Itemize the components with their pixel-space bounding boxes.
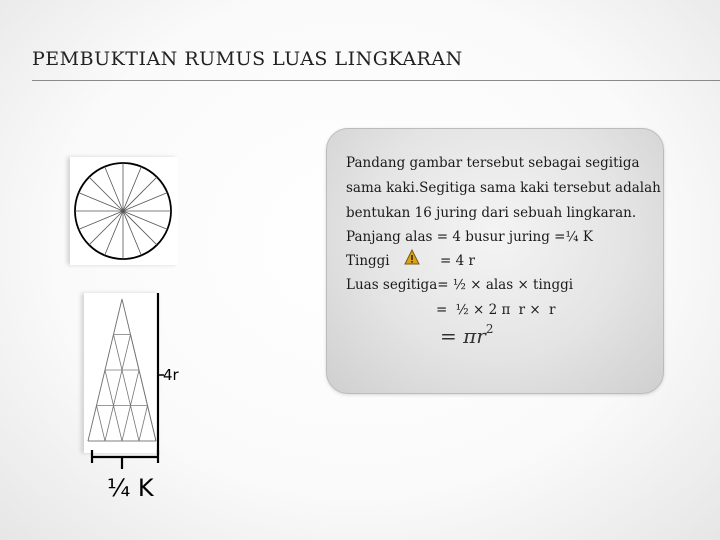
circle-figure <box>70 157 178 265</box>
height-label: 4r <box>163 366 179 384</box>
callout-line-4: Panjang alas = 4 busur juring =¼ K <box>346 229 593 245</box>
callout-line-1: Pandang gambar tersebut sebagai segitiga <box>346 155 640 171</box>
tinggi-label: Tinggi <box>346 253 390 269</box>
callout-line-3: bentukan 16 juring dari sebuah lingkaran. <box>346 205 637 221</box>
callout-line-2: sama kaki.Segitiga sama kaki tersebut adalah <box>346 180 661 196</box>
title-underline <box>32 80 720 81</box>
warning-triangle-icon <box>404 249 420 265</box>
line7-part-1: = <box>436 302 448 318</box>
line7-part-4: r <box>549 302 556 318</box>
line7-part-2: ½ × 2 π <box>455 302 511 318</box>
slide-title: PEMBUKTIAN RUMUS LUAS LINGKARAN <box>32 48 463 70</box>
base-label: ¼ K <box>107 474 154 502</box>
line7-part-3: r × <box>518 302 541 318</box>
formula-main: = πr <box>440 324 486 348</box>
circle-sectors-diagram <box>70 157 178 265</box>
area-formula <box>440 322 493 348</box>
callout-line-6: Luas segitiga= ½ × alas × tinggi <box>346 277 574 293</box>
callout-line-7 <box>436 302 559 318</box>
formula-exponent: 2 <box>485 322 494 336</box>
tinggi-value: = 4 r <box>440 253 475 269</box>
